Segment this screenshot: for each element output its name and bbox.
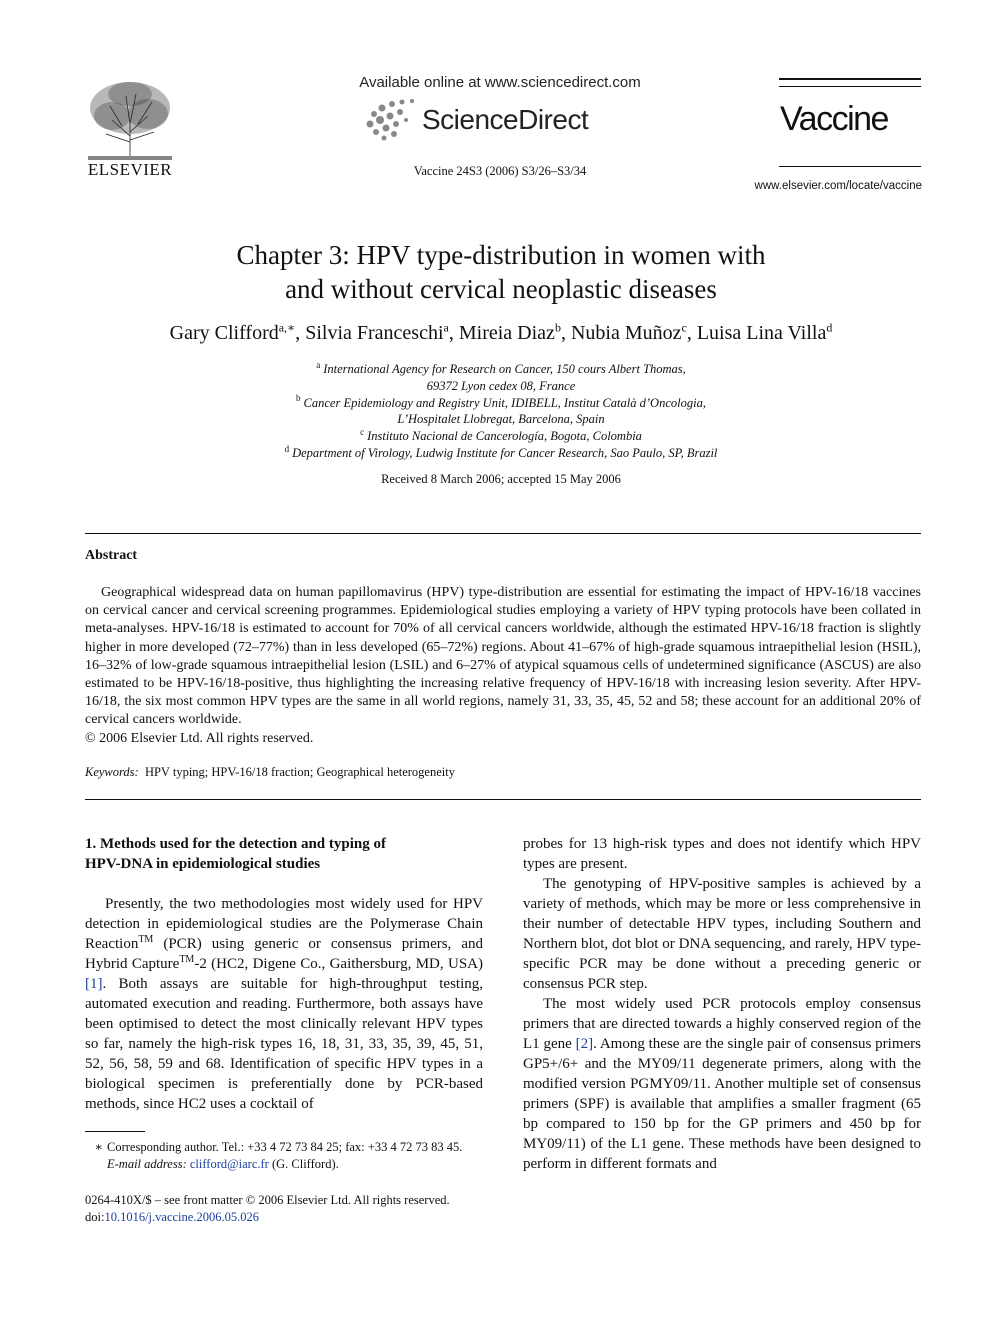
title-line: Chapter 3: HPV type-distribution in women with [236, 240, 766, 270]
abstract-heading: Abstract [85, 548, 138, 563]
author-name: Mireia Diaz [458, 322, 555, 344]
keywords-list: HPV typing; HPV-16/18 fraction; Geographical heterogeneity [144, 765, 455, 779]
author-name: Silvia Franceschi [305, 322, 444, 344]
journal-rule [779, 166, 921, 167]
affiliation-line: $^c$ Instituto Nacional de Cancerología, Bogota, Colombia [360, 427, 642, 444]
email-link[interactable]: clifford@iarc.fr [189, 1156, 269, 1171]
divider [85, 799, 921, 800]
journal-url-link[interactable]: www.elsevier.com/locate/vaccine [754, 180, 922, 192]
divider [85, 533, 921, 534]
author-affil-marker[interactable]: b [554, 320, 561, 335]
keywords-label: Keywords: [85, 765, 139, 779]
front-matter: 0264-410X/$ – see front matter © 2006 Elsevier Ltd. All rights reserved. doi:10.1016/j.vaccine.2006.05.026 [85, 1192, 505, 1225]
affiliation-line: 69372 Lyon cedex 08, France [426, 378, 576, 393]
author-name: Gary Clifford [169, 322, 279, 344]
author-list: Gary Clifford$^{a,∗}$, Silvia Franceschi$^a$, Mireia Diaz$^b$, Nubia Muñoz$^c$, Luisa Lina Villa$^d$ [169, 320, 833, 344]
publisher-name: ELSEVIER [87, 160, 173, 179]
abstract-text: Geographical widespread data on human papillomavirus (HPV) type-distribution are essential for estimating the impact of HPV-16/18 vaccines on cervical cancer and cervical screening programmes. Epidemiological studies employing a variety of HPV typing protocols have been collated in meta-analyses. HPV-16/18 is estimated to account for 70% of all cervical cancers worldwide, although the estimated HPV-16/18 fraction is slightly higher in more developed (72–77%) than in less developed (65–72%) regions. About 41–67% of high-grade squamous intraepithelial lesion (HSIL), 16–32% of low-grade squamous intraepithelial lesion (LSIL) and 6–27% of atypical squamous cells of undetermined significance (ASCUS) are also estimated to be HPV-16/18-positive, thus highlighting the increasing relative frequency of HPV-16/18 with increasing lesion severity. After HPV-16/18, the six most common HPV types are the same in all world regions, namely 31, 33, 35, 45, 52 and 58; these account for an additional 20% of cervical cancers worldwide. [85, 585, 921, 728]
reference-link[interactable]: [1] [85, 976, 103, 992]
affiliation-line: $^d$ Department of Virology, Ludwig Institute for Cancer Research, Sao Paulo, SP, Brazil [284, 443, 718, 460]
keywords [85, 765, 455, 780]
author-name: Nubia Muñoz [570, 322, 682, 344]
issn-line: 0264-410X/$ – see front matter © 2006 Elsevier Ltd. All rights reserved. [85, 1193, 450, 1207]
title-line: and without cervical neoplastic diseases [285, 274, 717, 304]
sciencedirect-wordmark: ScienceDirect [422, 104, 589, 135]
paragraph: The genotyping of HPV-positive samples is achieved by a variety of methods, which may be more or less comprehensive in their number of detectable HPV types, including Southern and Northern blot, dot blot or DNA sequencing, and rarely, HPV type-specific PCR may be done without a preceding generic or consensus PCR step. [523, 876, 921, 992]
paragraph: Presently, the two methodologies most widely used for HPV detection in epidemiological studies are the Polymerase Chain Reaction™ (PCR) using generic or consensus primers, and Hybrid Capture™-2 (HC2, Digene Co., Gaithersburg, MD, USA) [1]. Both assays are suitable for high-throughput testing, automated execution and reading. Furthermore, both assays have been optimised to detect the most clinically relevant HPV types so far, namely the high-risk types 16, 18, 31, 33, 35, 39, 45, 51, 52, 56, 58, 59 and 68. Identification of specific HPV types in a biological specimen is preferentially done by PCR-based methods, since HC2 uses a cocktail of [85, 896, 483, 1112]
footnote-marker: ∗ [94, 1140, 103, 1154]
section-heading: 1. Methods used for the detection and typing of HPV-DNA in epidemiological studies [85, 836, 386, 872]
received-dates: Received 8 March 2006; accepted 15 May 2006 [381, 472, 621, 486]
article-title [150, 238, 852, 306]
author-affil-marker[interactable]: d [826, 320, 833, 335]
author-name: Luisa Lina Villa [696, 322, 827, 344]
journal-rule [779, 86, 921, 87]
footnote-rule [85, 1131, 145, 1132]
author-affil-marker[interactable]: a [443, 320, 449, 335]
footnote: ∗ Corresponding author. Tel.: +33 4 72 73 84 25; fax: +33 4 72 73 83 45. E-mail address: clifford@iarc.fr (G. Clifford). [85, 1139, 483, 1172]
available-online-text: Available online at www.sciencedirect.com [359, 74, 641, 91]
author-affil-marker[interactable]: a,∗ [278, 320, 296, 335]
email-label: E-mail address: [107, 1156, 187, 1171]
affiliation-line: $^a$ International Agency for Research on Cancer, 150 cours Albert Thomas, [316, 359, 686, 376]
journal-wordmark: Vaccine [780, 100, 888, 138]
affiliation-line: $^b$ Cancer Epidemiology and Registry Unit, IDIBELL, Institut Català d’Oncologia, [296, 393, 706, 410]
paragraph: probes for 13 high-risk types and does not identify which HPV types are present. [523, 836, 921, 872]
corresponding-author: Corresponding author. Tel.: +33 4 72 73 84 25; fax: +33 4 72 73 83 45. [107, 1140, 463, 1154]
affiliation-list [150, 361, 852, 462]
right-column [523, 834, 921, 1174]
copyright-notice: © 2006 Elsevier Ltd. All rights reserved. [85, 731, 314, 746]
doi-link[interactable]: 10.1016/j.vaccine.2006.05.026 [104, 1209, 259, 1224]
paragraph: The most widely used PCR protocols employ consensus primers that are directed towards a highly conserved region of the L1 gene [2]. Among these are the single pair of consensus primers GP5+/6+ and the MY09/11 degenerate primers, along with the modified version PGMY09/11. Another multiple set of consensus primers (SPF) is available that amplifies a smaller fragment (65 bp compared to 150 bp for the GP primers and 450 bp for MY09/11) of the L1 gene. These methods have been designed to perform in different formats and [523, 996, 922, 1172]
affiliation-line: L’Hospitalet Llobregat, Barcelona, Spain [397, 412, 605, 427]
author-affil-marker[interactable]: c [681, 320, 687, 335]
journal-citation: Vaccine 24S3 (2006) S3/26–S3/34 [413, 164, 587, 178]
left-column [85, 834, 483, 1114]
journal-rule [779, 78, 921, 80]
reference-link[interactable]: [2] [575, 1036, 594, 1052]
